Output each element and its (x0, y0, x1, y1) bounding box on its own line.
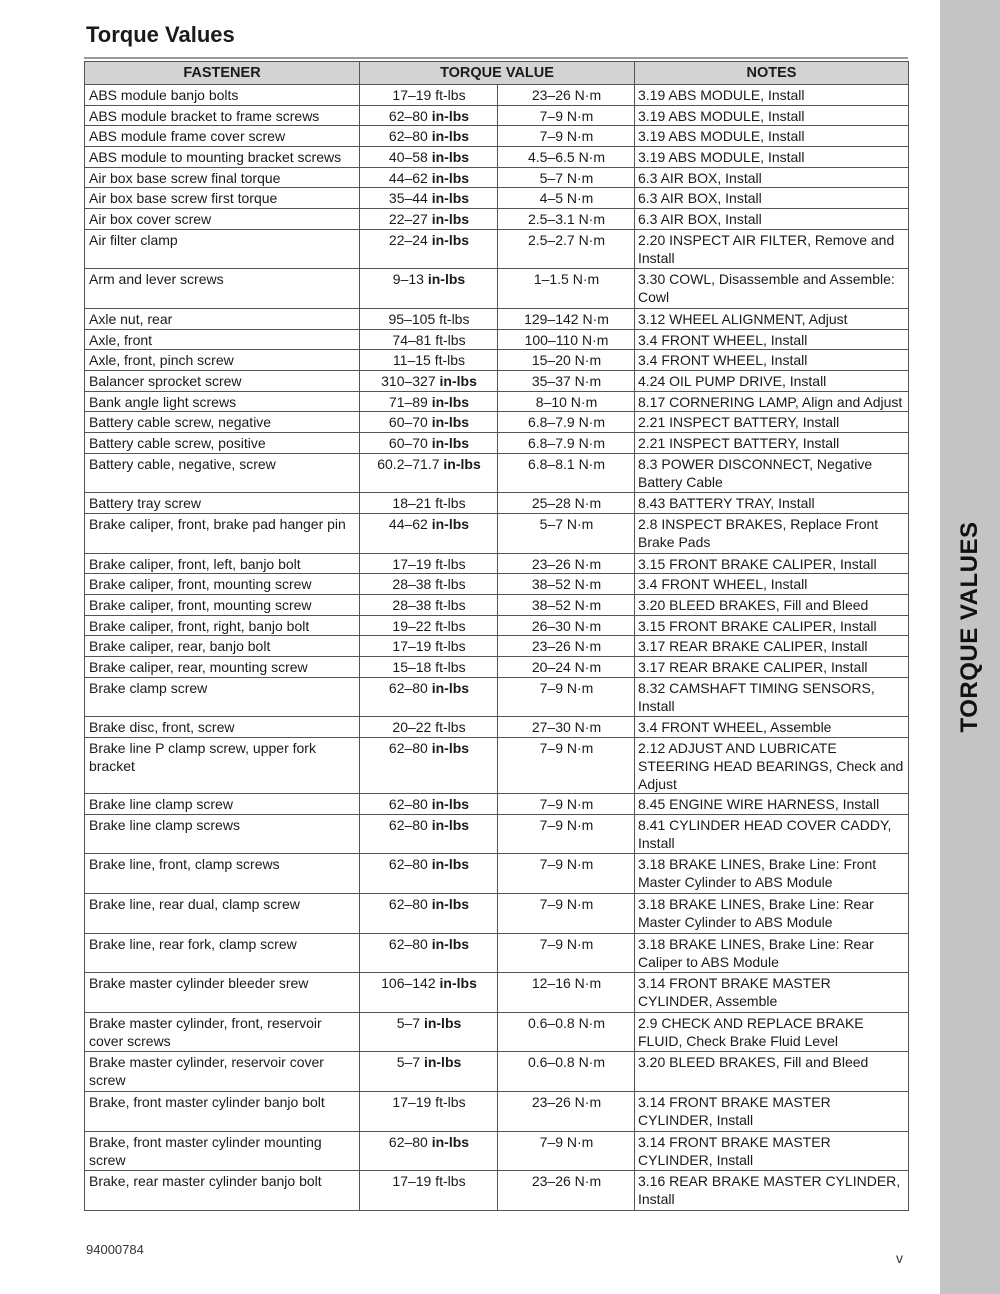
fastener-cell: Brake line clamp screw (85, 794, 360, 815)
fastener-cell: ABS module banjo bolts (85, 85, 360, 106)
imperial-unit: in-lbs (431, 435, 470, 452)
imperial-range: 17–19 (392, 1093, 432, 1110)
notes-cell: 8.32 CAMSHAFT TIMING SENSORS, Install (635, 677, 909, 717)
imperial-torque-cell (360, 329, 498, 350)
table-row (85, 636, 909, 657)
imperial-torque-cell (360, 391, 498, 412)
imperial-unit: in-lbs (439, 373, 477, 390)
imperial-unit: ft-lbs (435, 597, 466, 614)
notes-cell: 3.4 FRONT WHEEL, Install (635, 574, 909, 595)
imperial-unit: in-lbs (427, 271, 466, 288)
metric-torque-cell: 7–9 N·m (498, 814, 635, 854)
metric-torque-cell: 8–10 N·m (498, 391, 635, 412)
metric-torque-cell: 7–9 N·m (498, 1131, 635, 1171)
fastener-cell: Brake line P clamp screw, upper fork bracket (85, 738, 360, 794)
metric-torque-cell: 38–52 N·m (498, 574, 635, 595)
imperial-torque-cell (360, 657, 498, 678)
torque-table (84, 61, 909, 1211)
notes-cell: 3.18 BRAKE LINES, Brake Line: Front Master Cylinder to ABS Module (635, 854, 909, 894)
metric-torque-cell: 23–26 N·m (498, 85, 635, 106)
imperial-unit: in-lbs (431, 190, 470, 207)
imperial-range: 95–105 (388, 311, 436, 327)
imperial-range: 62–80 (388, 679, 428, 696)
table-row (85, 595, 909, 616)
imperial-torque-cell (360, 167, 498, 188)
notes-cell: 3.14 FRONT BRAKE MASTER CYLINDER, Install (635, 1131, 909, 1171)
notes-cell: 3.18 BRAKE LINES, Brake Line: Rear Master Cylinder to ABS Module (635, 893, 909, 933)
notes-cell: 3.4 FRONT WHEEL, Install (635, 329, 909, 350)
imperial-torque-cell (360, 933, 498, 973)
imperial-range: 62–80 (388, 796, 428, 813)
fastener-cell: Brake master cylinder, front, reservoir cover screws (85, 1012, 360, 1052)
imperial-unit: ft-lbs (435, 331, 466, 348)
imperial-unit: ft-lbs (435, 1173, 466, 1190)
imperial-range: 62–80 (388, 107, 428, 124)
notes-cell: 3.19 ABS MODULE, Install (635, 85, 909, 106)
metric-torque-cell: 38–52 N·m (498, 595, 635, 616)
fastener-cell: Battery cable, negative, screw (85, 453, 360, 493)
imperial-range: 17–19 (392, 555, 432, 572)
table-row (85, 1052, 909, 1092)
header-fastener: FASTENER (85, 62, 360, 85)
metric-torque-cell: 7–9 N·m (498, 933, 635, 973)
notes-cell: 3.20 BLEED BRAKES, Fill and Bleed (635, 1052, 909, 1092)
imperial-unit: in-lbs (431, 1133, 470, 1150)
table-row (85, 973, 909, 1013)
imperial-range: 62–80 (388, 935, 428, 952)
metric-torque-cell: 129–142 N·m (498, 309, 635, 330)
imperial-torque-cell (360, 973, 498, 1013)
metric-torque-cell: 2.5–2.7 N·m (498, 229, 635, 269)
metric-torque-cell: 26–30 N·m (498, 615, 635, 636)
metric-torque-cell: 7–9 N·m (498, 738, 635, 794)
notes-cell: 2.12 ADJUST AND LUBRICATE STEERING HEAD BEARINGS, Check and Adjust (635, 738, 909, 794)
table-row (85, 553, 909, 574)
metric-torque-cell: 7–9 N·m (498, 854, 635, 894)
fastener-cell: Brake master cylinder bleeder srew (85, 973, 360, 1013)
table-row (85, 677, 909, 717)
imperial-unit: ft-lbs (439, 311, 470, 327)
header-torque-value: TORQUE VALUE (360, 62, 635, 85)
table-row (85, 514, 909, 554)
imperial-unit: in-lbs (431, 169, 470, 186)
imperial-torque-cell (360, 209, 498, 230)
imperial-torque-cell (360, 1131, 498, 1171)
table-row (85, 329, 909, 350)
notes-cell: 8.43 BATTERY TRAY, Install (635, 493, 909, 514)
notes-cell: 6.3 AIR BOX, Install (635, 188, 909, 209)
imperial-unit: in-lbs (431, 679, 470, 696)
imperial-torque-cell (360, 1052, 498, 1092)
imperial-torque-cell (360, 854, 498, 894)
imperial-range: 35–44 (388, 190, 428, 207)
fastener-cell: ABS module frame cover screw (85, 126, 360, 147)
fastener-cell: Brake, rear master cylinder banjo bolt (85, 1171, 360, 1211)
imperial-range: 310–327 (381, 373, 436, 390)
imperial-range: 62–80 (388, 128, 428, 145)
fastener-cell: Arm and lever screws (85, 269, 360, 309)
fastener-cell: Brake caliper, front, mounting screw (85, 595, 360, 616)
fastener-cell: Axle, front (85, 329, 360, 350)
imperial-torque-cell (360, 514, 498, 554)
imperial-range: 17–19 (392, 87, 432, 103)
imperial-torque-cell (360, 1091, 498, 1131)
header-notes: NOTES (635, 62, 909, 85)
notes-cell: 6.3 AIR BOX, Install (635, 167, 909, 188)
imperial-range: 40–58 (388, 149, 428, 166)
imperial-range: 28–38 (392, 597, 432, 614)
table-row (85, 1091, 909, 1131)
notes-cell: 8.17 CORNERING LAMP, Align and Adjust (635, 391, 909, 412)
imperial-torque-cell (360, 269, 498, 309)
table-row (85, 147, 909, 168)
fastener-cell: Brake line, front, clamp screws (85, 854, 360, 894)
table-row (85, 453, 909, 493)
table-row (85, 269, 909, 309)
fastener-cell: Bank angle light screws (85, 391, 360, 412)
imperial-torque-cell (360, 85, 498, 106)
imperial-unit: in-lbs (431, 414, 470, 431)
imperial-range: 19–22 (392, 617, 432, 634)
table-row (85, 126, 909, 147)
imperial-unit: ft-lbs (434, 352, 466, 369)
imperial-unit: in-lbs (431, 856, 470, 873)
imperial-torque-cell (360, 738, 498, 794)
imperial-torque-cell (360, 188, 498, 209)
imperial-torque-cell (360, 814, 498, 854)
table-row (85, 391, 909, 412)
imperial-unit: in-lbs (423, 1014, 462, 1031)
notes-cell: 3.4 FRONT WHEEL, Assemble (635, 717, 909, 738)
table-row (85, 615, 909, 636)
notes-cell: 3.15 FRONT BRAKE CALIPER, Install (635, 615, 909, 636)
fastener-cell: Battery tray screw (85, 493, 360, 514)
metric-torque-cell: 1–1.5 N·m (498, 269, 635, 309)
metric-torque-cell: 23–26 N·m (498, 553, 635, 574)
table-row (85, 229, 909, 269)
metric-torque-cell: 6.8–8.1 N·m (498, 453, 635, 493)
metric-torque-cell: 6.8–7.9 N·m (498, 433, 635, 454)
table-row (85, 854, 909, 894)
imperial-unit: in-lbs (431, 128, 470, 145)
fastener-cell: Brake master cylinder, reservoir cover screw (85, 1052, 360, 1092)
imperial-torque-cell (360, 453, 498, 493)
imperial-range: 44–62 (388, 169, 428, 186)
metric-torque-cell: 27–30 N·m (498, 717, 635, 738)
imperial-torque-cell (360, 636, 498, 657)
metric-torque-cell: 7–9 N·m (498, 794, 635, 815)
notes-cell: 3.17 REAR BRAKE CALIPER, Install (635, 636, 909, 657)
metric-torque-cell: 23–26 N·m (498, 1171, 635, 1211)
imperial-range: 28–38 (392, 576, 432, 593)
table-row (85, 188, 909, 209)
imperial-torque-cell (360, 350, 498, 371)
imperial-torque-cell (360, 794, 498, 815)
imperial-range: 106–142 (381, 975, 436, 992)
imperial-torque-cell (360, 893, 498, 933)
notes-cell: 3.19 ABS MODULE, Install (635, 105, 909, 126)
table-row (85, 794, 909, 815)
fastener-cell: Battery cable screw, positive (85, 433, 360, 454)
imperial-unit: in-lbs (431, 211, 470, 228)
metric-torque-cell: 4.5–6.5 N·m (498, 147, 635, 168)
imperial-torque-cell (360, 493, 498, 514)
imperial-unit: in-lbs (431, 816, 470, 833)
table-row (85, 85, 909, 106)
imperial-torque-cell (360, 574, 498, 595)
fastener-cell: Brake, front master cylinder mounting screw (85, 1131, 360, 1171)
imperial-unit: ft-lbs (435, 719, 466, 736)
notes-cell: 8.3 POWER DISCONNECT, Negative Battery Cable (635, 453, 909, 493)
imperial-torque-cell (360, 371, 498, 392)
notes-cell: 3.18 BRAKE LINES, Brake Line: Rear Caliper to ABS Module (635, 933, 909, 973)
title-rule (84, 57, 908, 59)
metric-torque-cell: 6.8–7.9 N·m (498, 412, 635, 433)
metric-torque-cell: 7–9 N·m (498, 126, 635, 147)
table-row (85, 738, 909, 794)
imperial-torque-cell (360, 147, 498, 168)
table-row (85, 167, 909, 188)
notes-cell: 3.30 COWL, Disassemble and Assemble: Cowl (635, 269, 909, 309)
page-number: v (896, 1250, 903, 1266)
imperial-unit: in-lbs (423, 1054, 462, 1071)
fastener-cell: Air box base screw final torque (85, 167, 360, 188)
imperial-unit: ft-lbs (435, 555, 466, 572)
notes-cell: 4.24 OIL PUMP DRIVE, Install (635, 371, 909, 392)
fastener-cell: Brake line, rear dual, clamp screw (85, 893, 360, 933)
table-row (85, 1131, 909, 1171)
fastener-cell: Air box cover screw (85, 209, 360, 230)
fastener-cell: Brake caliper, front, mounting screw (85, 574, 360, 595)
imperial-range: 15–18 (392, 659, 432, 676)
table-row (85, 893, 909, 933)
fastener-cell: Brake caliper, front, right, banjo bolt (85, 615, 360, 636)
table-row (85, 412, 909, 433)
metric-torque-cell: 5–7 N·m (498, 167, 635, 188)
imperial-torque-cell (360, 1012, 498, 1052)
imperial-torque-cell (360, 126, 498, 147)
fastener-cell: ABS module bracket to frame screws (85, 105, 360, 126)
notes-cell: 2.20 INSPECT AIR FILTER, Remove and Install (635, 229, 909, 269)
imperial-unit: in-lbs (431, 740, 470, 757)
fastener-cell: Air filter clamp (85, 229, 360, 269)
imperial-range: 5–7 (396, 1014, 421, 1031)
table-row (85, 105, 909, 126)
notes-cell: 3.16 REAR BRAKE MASTER CYLINDER, Install (635, 1171, 909, 1211)
notes-cell: 3.20 BLEED BRAKES, Fill and Bleed (635, 595, 909, 616)
metric-torque-cell: 7–9 N·m (498, 893, 635, 933)
imperial-unit: in-lbs (431, 231, 470, 248)
fastener-cell: Brake caliper, front, brake pad hanger pin (85, 514, 360, 554)
metric-torque-cell: 2.5–3.1 N·m (498, 209, 635, 230)
imperial-torque-cell (360, 105, 498, 126)
imperial-unit: in-lbs (431, 935, 470, 952)
imperial-torque-cell (360, 677, 498, 717)
table-row (85, 1012, 909, 1052)
notes-cell: 2.21 INSPECT BATTERY, Install (635, 412, 909, 433)
metric-torque-cell: 35–37 N·m (498, 371, 635, 392)
table-body (85, 85, 909, 1211)
table-row (85, 350, 909, 371)
table-row (85, 574, 909, 595)
notes-cell: 8.41 CYLINDER HEAD COVER CADDY, Install (635, 814, 909, 854)
metric-torque-cell: 7–9 N·m (498, 677, 635, 717)
imperial-unit: ft-lbs (435, 495, 466, 512)
imperial-unit: ft-lbs (435, 576, 466, 593)
imperial-torque-cell (360, 615, 498, 636)
notes-cell: 3.4 FRONT WHEEL, Install (635, 350, 909, 371)
metric-torque-cell: 4–5 N·m (498, 188, 635, 209)
table-row (85, 657, 909, 678)
fastener-cell: Brake line, rear fork, clamp screw (85, 933, 360, 973)
table-row (85, 209, 909, 230)
imperial-unit: in-lbs (431, 107, 470, 124)
imperial-range: 44–62 (388, 516, 428, 533)
fastener-cell: Air box base screw first torque (85, 188, 360, 209)
table-row (85, 433, 909, 454)
notes-cell: 6.3 AIR BOX, Install (635, 209, 909, 230)
metric-torque-cell: 5–7 N·m (498, 514, 635, 554)
metric-torque-cell: 100–110 N·m (498, 329, 635, 350)
imperial-range: 74–81 (392, 331, 432, 348)
metric-torque-cell: 15–20 N·m (498, 350, 635, 371)
side-tab-label: TORQUE VALUES (956, 521, 983, 733)
imperial-torque-cell (360, 433, 498, 454)
notes-cell: 3.14 FRONT BRAKE MASTER CYLINDER, Assemble (635, 973, 909, 1013)
table-row (85, 717, 909, 738)
imperial-range: 5–7 (396, 1054, 421, 1071)
imperial-unit: in-lbs (431, 149, 470, 166)
imperial-range: 62–80 (388, 895, 428, 912)
table-row (85, 309, 909, 330)
imperial-range: 62–80 (388, 1133, 428, 1150)
notes-cell: 2.8 INSPECT BRAKES, Replace Front Brake Pads (635, 514, 909, 554)
imperial-torque-cell (360, 717, 498, 738)
imperial-unit: in-lbs (431, 796, 470, 813)
imperial-torque-cell (360, 229, 498, 269)
table-row (85, 371, 909, 392)
metric-torque-cell: 23–26 N·m (498, 1091, 635, 1131)
table-row (85, 493, 909, 514)
notes-cell: 3.15 FRONT BRAKE CALIPER, Install (635, 553, 909, 574)
imperial-range: 71–89 (388, 393, 428, 410)
metric-torque-cell: 0.6–0.8 N·m (498, 1012, 635, 1052)
imperial-range: 60.2–71.7 (377, 455, 440, 472)
table-row (85, 933, 909, 973)
imperial-range: 20–22 (392, 719, 432, 736)
metric-torque-cell: 20–24 N·m (498, 657, 635, 678)
notes-cell: 2.9 CHECK AND REPLACE BRAKE FLUID, Check Brake Fluid Level (635, 1012, 909, 1052)
imperial-range: 22–27 (388, 211, 428, 228)
notes-cell: 2.21 INSPECT BATTERY, Install (635, 433, 909, 454)
table-row (85, 1171, 909, 1211)
notes-cell: 3.17 REAR BRAKE CALIPER, Install (635, 657, 909, 678)
fastener-cell: Brake, front master cylinder banjo bolt (85, 1091, 360, 1131)
imperial-torque-cell (360, 595, 498, 616)
imperial-range: 18–21 (392, 495, 432, 512)
metric-torque-cell: 25–28 N·m (498, 493, 635, 514)
fastener-cell: Brake line clamp screws (85, 814, 360, 854)
imperial-unit: ft-lbs (435, 617, 466, 634)
imperial-unit: ft-lbs (435, 659, 466, 676)
fastener-cell: Battery cable screw, negative (85, 412, 360, 433)
notes-cell: 3.14 FRONT BRAKE MASTER CYLINDER, Install (635, 1091, 909, 1131)
fastener-cell: Axle nut, rear (85, 309, 360, 330)
notes-cell: 3.12 WHEEL ALIGNMENT, Adjust (635, 309, 909, 330)
metric-torque-cell: 0.6–0.8 N·m (498, 1052, 635, 1092)
imperial-unit: in-lbs (439, 975, 477, 992)
imperial-torque-cell (360, 309, 498, 330)
notes-cell: 8.45 ENGINE WIRE HARNESS, Install (635, 794, 909, 815)
imperial-unit: in-lbs (431, 516, 470, 533)
imperial-torque-cell (360, 412, 498, 433)
notes-cell: 3.19 ABS MODULE, Install (635, 126, 909, 147)
imperial-range: 17–19 (392, 638, 432, 655)
table-row (85, 814, 909, 854)
imperial-unit: in-lbs (443, 455, 481, 472)
page-title: Torque Values (86, 22, 235, 47)
imperial-range: 22–24 (388, 231, 428, 248)
imperial-torque-cell (360, 1171, 498, 1211)
imperial-unit: ft-lbs (435, 87, 466, 103)
metric-torque-cell: 12–16 N·m (498, 973, 635, 1013)
imperial-unit: ft-lbs (435, 1093, 466, 1110)
imperial-unit: in-lbs (431, 393, 470, 410)
imperial-range: 9–13 (392, 271, 424, 288)
fastener-cell: Brake clamp screw (85, 677, 360, 717)
notes-cell: 3.19 ABS MODULE, Install (635, 147, 909, 168)
imperial-range: 62–80 (388, 740, 428, 757)
metric-torque-cell: 23–26 N·m (498, 636, 635, 657)
fastener-cell: Brake caliper, rear, banjo bolt (85, 636, 360, 657)
fastener-cell: Axle, front, pinch screw (85, 350, 360, 371)
imperial-torque-cell (360, 553, 498, 574)
fastener-cell: Brake caliper, rear, mounting screw (85, 657, 360, 678)
imperial-range: 60–70 (388, 414, 428, 431)
fastener-cell: ABS module to mounting bracket screws (85, 147, 360, 168)
imperial-range: 62–80 (388, 816, 428, 833)
fastener-cell: Brake caliper, front, left, banjo bolt (85, 553, 360, 574)
table-header-row (85, 62, 909, 85)
fastener-cell: Brake disc, front, screw (85, 717, 360, 738)
imperial-unit: in-lbs (431, 895, 470, 912)
document-number: 94000784 (86, 1242, 144, 1257)
imperial-range: 60–70 (388, 435, 428, 452)
imperial-range: 17–19 (392, 1173, 432, 1190)
metric-torque-cell: 7–9 N·m (498, 105, 635, 126)
imperial-range: 11–15 (392, 352, 431, 369)
fastener-cell: Balancer sprocket screw (85, 371, 360, 392)
imperial-unit: ft-lbs (435, 638, 466, 655)
imperial-range: 62–80 (388, 856, 428, 873)
